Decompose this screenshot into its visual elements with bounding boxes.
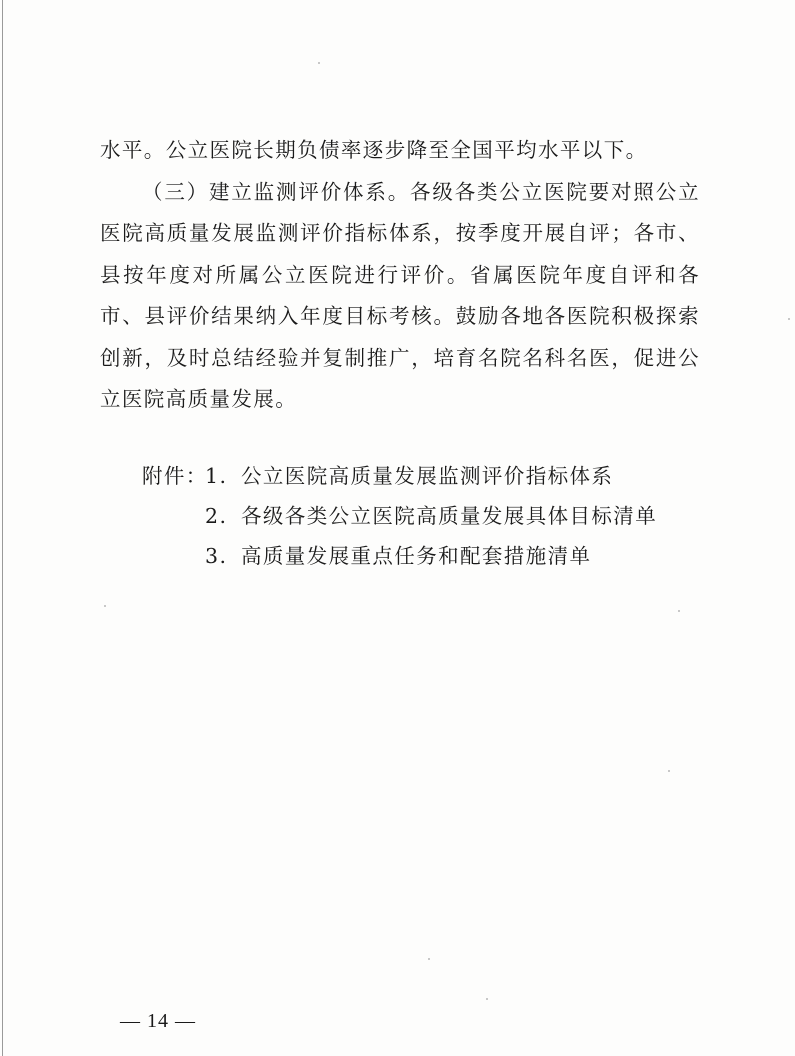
attachment-title: 各级各类公立医院高质量发展具体目标清单 [241,504,658,528]
attachment-number: 3. [205,544,228,568]
scan-speck [428,958,430,960]
scan-speck [668,770,670,772]
scan-speck [788,318,790,320]
scan-speck [318,62,320,64]
attachments-label: 附件： [142,464,208,488]
attachment-item-3 [142,536,657,576]
page-number: — 14 — [120,1010,196,1032]
scan-edge-line [2,0,3,1056]
attachment-item-1 [142,456,657,496]
scan-speck [678,610,680,612]
attachment-title: 高质量发展重点任务和配套措施清单 [241,544,592,568]
scan-speck [104,605,106,607]
attachments-list [142,456,657,576]
attachment-item-2 [142,496,657,536]
attachment-number: 2. [205,504,228,528]
continuation-line: 水平。公立医院长期负债率逐步降至全国平均水平以下。 [100,138,648,162]
scan-speck [486,998,488,1000]
section-three-paragraph: （三）建立监测评价体系。各级各类公立医院要对照公立医院高质量发展监测评价指标体系，按季度开展自评；各市、县按年度对所属公立医院进行评价。省属医院年度自评和各市、县评价结果纳入年度目标考核。鼓励各地各医院积极探索创新，及时总结经验并复制推广，培育名院名科名医，促进公立医院高质量发展。 [100,179,700,411]
attachment-title: 公立医院高质量发展监测评价指标体系 [241,464,614,488]
attachment-number: 1. [205,464,228,488]
body-text [100,130,700,421]
